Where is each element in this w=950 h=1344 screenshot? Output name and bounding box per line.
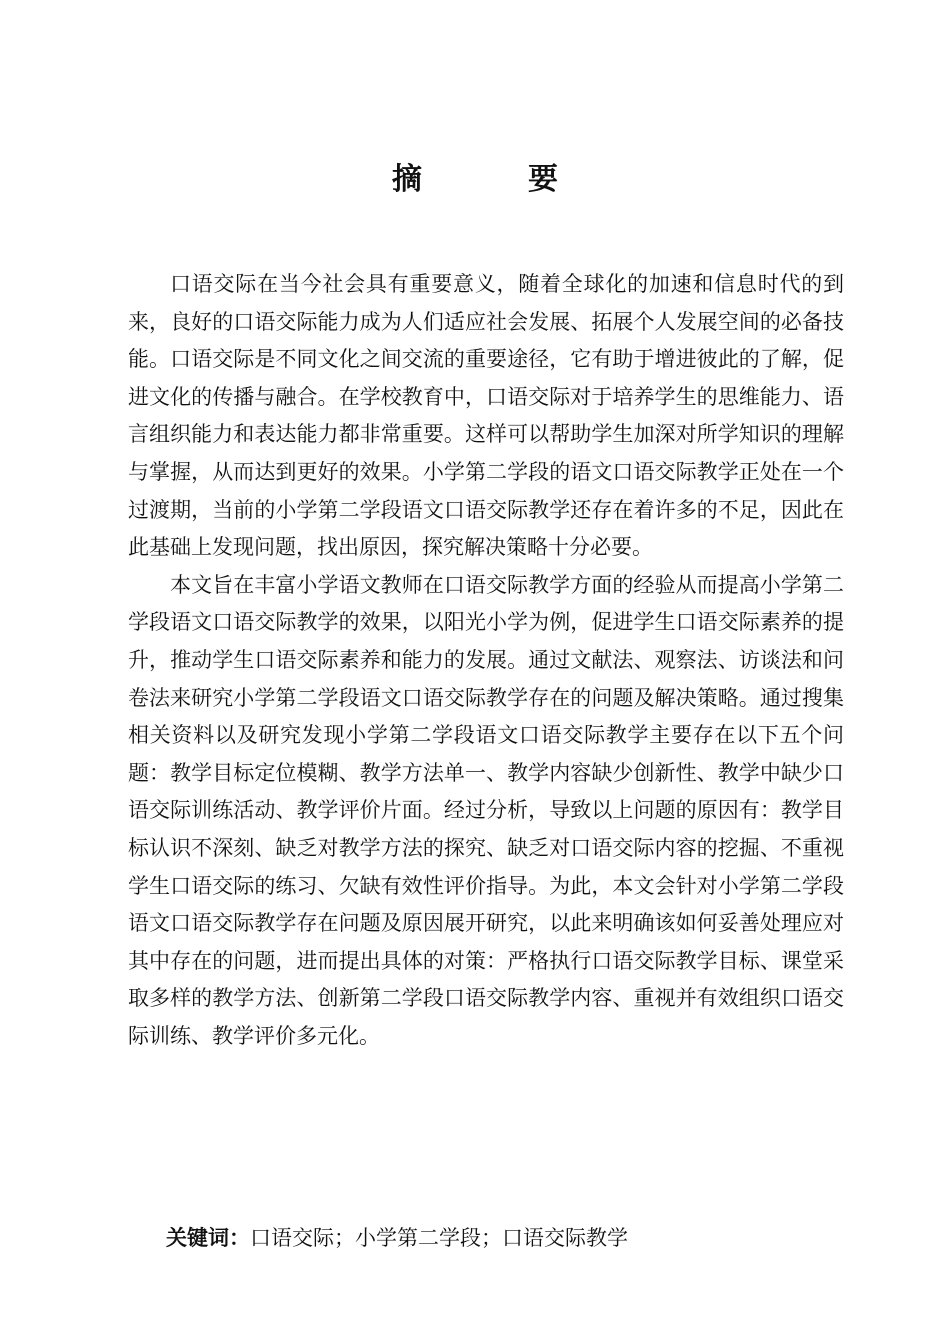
keywords-line	[166, 1220, 628, 1257]
abstract-paragraph: 本文旨在丰富小学语文教师在口语交际教学方面的经验从而提高小学第二学段语文口语交际教学的效果，以阳光小学为例，促进学生口语交际素养的提升，推动学生口语交际素养和能力的发展。通过文献法、观察法、访谈法和问卷法来研究小学第二学段语文口语交际教学存在的问题及解决策略。通过搜集相关资料以及研究发现小学第二学段语文口语交际教学主要存在以下五个问题：教学目标定位模糊、教学方法单一、教学内容缺少创新性、教学中缺少口语交际训练活动、教学评价片面。经过分析，导致以上问题的原因有：教学目标认识不深刻、缺乏对教学方法的探究、缺乏对口语交际内容的挖掘、不重视学生口语交际的练习、欠缺有效性评价指导。为此，本文会针对小学第二学段语文口语交际教学存在问题及原因展开研究，以此来明确该如何妥善处理应对其中存在的问题，进而提出具体的对策：严格执行口语交际教学目标、课堂采取多样的教学方法、创新第二学段口语交际教学内容、重视并有效组织口语交际训练、教学评价多元化。	[128, 572, 844, 1048]
abstract-paragraph: 口语交际在当今社会具有重要意义，随着全球化的加速和信息时代的到来，良好的口语交际能力成为人们适应社会发展、拓展个人发展空间的必备技能。口语交际是不同文化之间交流的重要途径，它有助于增进彼此的了解，促进文化的传播与融合。在学校教育中，口语交际对于培养学生的思维能力、语言组织能力和表达能力都非常重要。这样可以帮助学生加深对所学知识的理解与掌握，从而达到更好的效果。小学第二学段的语文口语交际教学正处在一个过渡期，当前的小学第二学段语文口语交际教学还存在着许多的不足，因此在此基础上发现问题，找出原因，探究解决策略十分必要。	[128, 272, 844, 560]
keywords-value: 口语交际；小学第二学段；口语交际教学	[250, 1226, 628, 1250]
keywords-label: 关键词：	[166, 1226, 250, 1250]
abstract-body	[128, 266, 844, 1055]
abstract-title: 摘 要	[392, 162, 596, 197]
